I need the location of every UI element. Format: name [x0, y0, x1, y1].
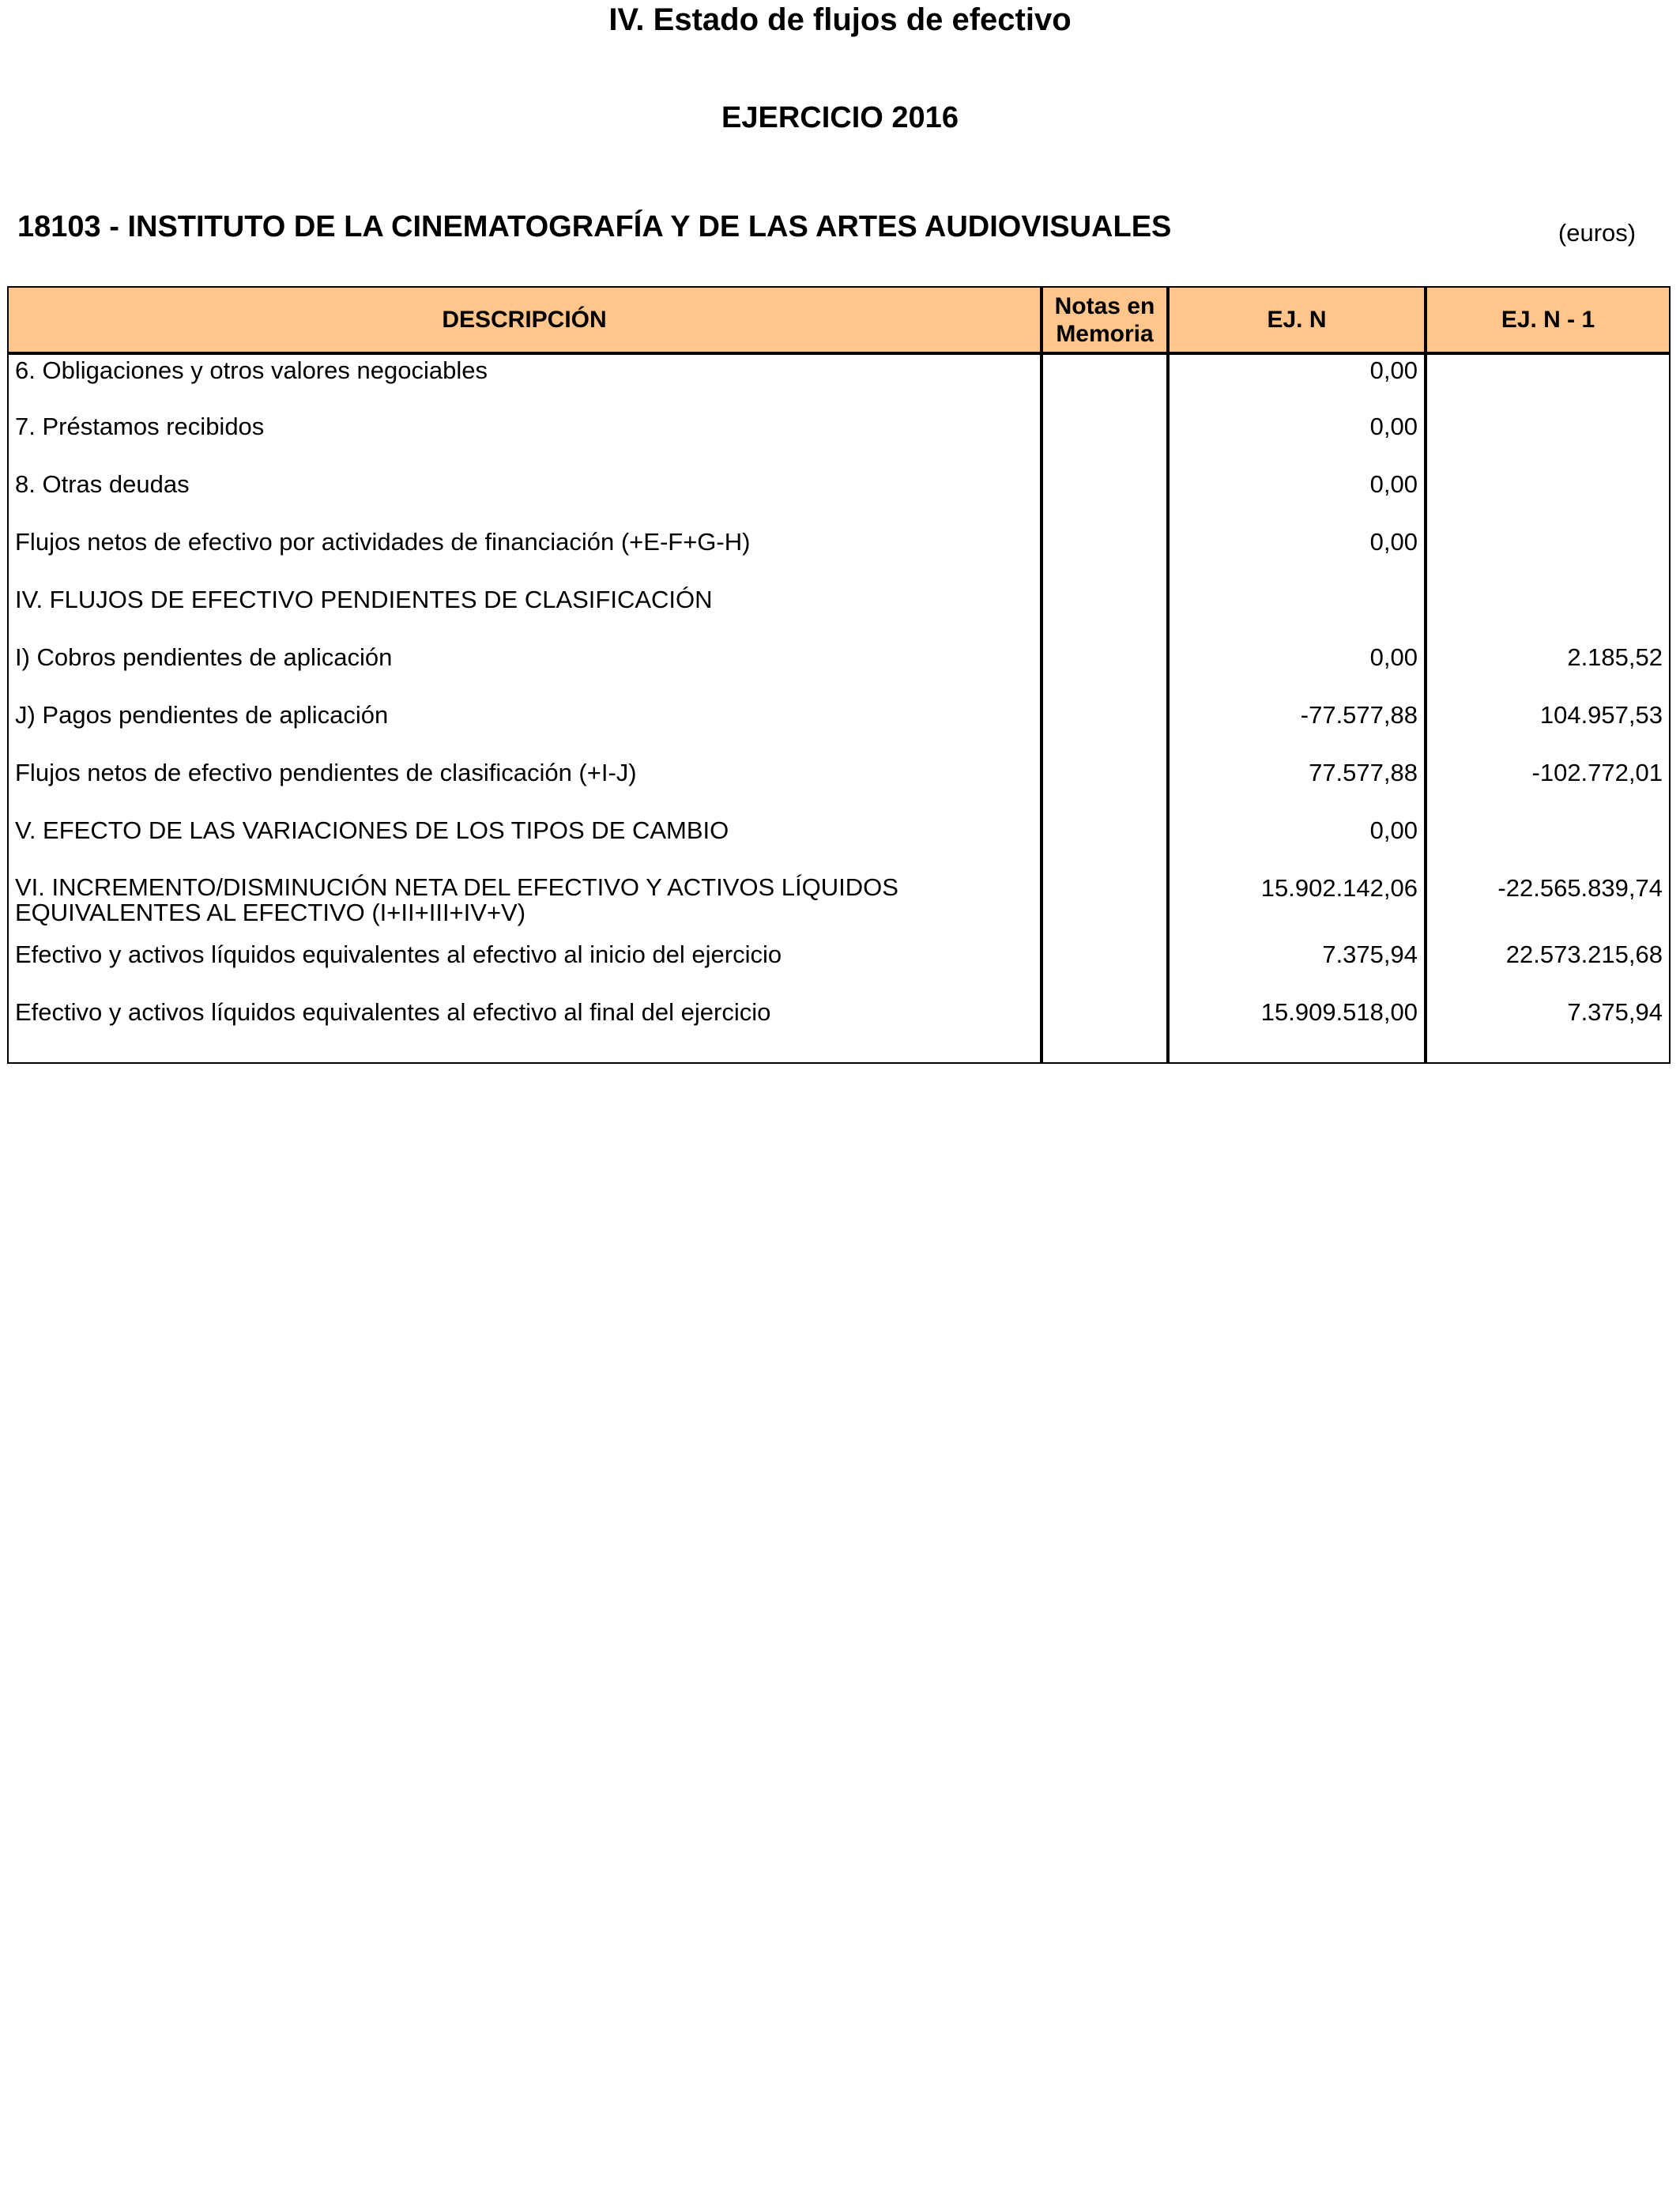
row-value-year-n: 15.902.142,06: [1168, 873, 1426, 939]
row-notes: [1042, 757, 1168, 815]
row-notes: [1042, 997, 1168, 1063]
table-row: [8, 939, 1670, 997]
table-row: [8, 411, 1670, 469]
row-description: 6. Obligaciones y otros valores negociables: [15, 356, 488, 384]
entity-heading: 18103 - INSTITUTO DE LA CINEMATOGRAFÍA Y DE LAS ARTES AUDIOVISUALES: [17, 210, 1172, 243]
row-value-year-n: 0,00: [1168, 642, 1426, 699]
row-value-year-n1: [1426, 526, 1670, 584]
row-value-year-n1: 7.375,94: [1426, 997, 1670, 1063]
table-row: [8, 469, 1670, 526]
row-value-year-n1: [1426, 411, 1670, 469]
row-value-year-n1: -102.772,01: [1426, 757, 1670, 815]
row-value-year-n1: -22.565.839,74: [1426, 873, 1670, 939]
table-row: [8, 997, 1670, 1063]
row-notes: [1042, 699, 1168, 757]
row-description: J) Pagos pendientes de aplicación: [15, 701, 389, 729]
row-description: Efectivo y activos líquidos equivalentes al efectivo al inicio del ejercicio: [15, 941, 782, 968]
row-description: Flujos netos de efectivo pendientes de clasificación (+I-J): [15, 759, 637, 786]
row-description: Flujos netos de efectivo por actividades de financiación (+E-F+G-H): [15, 528, 751, 556]
table-header-row: [8, 287, 1670, 353]
row-value-year-n1: 104.957,53: [1426, 699, 1670, 757]
row-description: 8. Otras deudas: [15, 470, 190, 498]
row-notes: [1042, 584, 1168, 642]
table-body: [8, 353, 1670, 1063]
row-value-year-n: 77.577,88: [1168, 757, 1426, 815]
row-value-year-n1: [1426, 353, 1670, 411]
row-notes: [1042, 526, 1168, 584]
row-value-year-n: -77.577,88: [1168, 699, 1426, 757]
row-notes: [1042, 411, 1168, 469]
table-row: [8, 873, 1670, 939]
table-row: [8, 353, 1670, 411]
row-value-year-n1: [1426, 469, 1670, 526]
fiscal-year-heading: EJERCICIO 2016: [721, 101, 959, 134]
table-row: [8, 757, 1670, 815]
table-row: [8, 526, 1670, 584]
row-value-year-n: 7.375,94: [1168, 939, 1426, 997]
column-header-description: DESCRIPCIÓN: [8, 287, 1042, 353]
row-value-year-n1: [1426, 584, 1670, 642]
row-value-year-n1: [1426, 815, 1670, 873]
row-value-year-n: 15.909.518,00: [1168, 997, 1426, 1063]
row-value-year-n1: 2.185,52: [1426, 642, 1670, 699]
row-notes: [1042, 642, 1168, 699]
column-header-year-n: EJ. N: [1168, 287, 1426, 353]
table-row: [8, 699, 1670, 757]
row-notes: [1042, 815, 1168, 873]
table-row: [8, 815, 1670, 873]
row-value-year-n1: 22.573.215,68: [1426, 939, 1670, 997]
row-value-year-n: 0,00: [1168, 411, 1426, 469]
row-notes: [1042, 939, 1168, 997]
row-description: Efectivo y activos líquidos equivalentes al efectivo al final del ejercicio: [15, 998, 771, 1026]
row-notes: [1042, 873, 1168, 939]
row-notes: [1042, 353, 1168, 411]
row-description: VI. INCREMENTO/DISMINUCIÓN NETA DEL EFECTIVO Y ACTIVOS LÍQUIDOS EQUIVALENTES AL EFECTIVO (I+II+III+IV+V): [15, 873, 898, 926]
row-description: IV. FLUJOS DE EFECTIVO PENDIENTES DE CLASIFICACIÓN: [15, 586, 713, 613]
page-title: IV. Estado de flujos de efectivo: [608, 2, 1072, 37]
row-value-year-n: 0,00: [1168, 469, 1426, 526]
table-row: [8, 584, 1670, 642]
row-notes: [1042, 469, 1168, 526]
column-header-year-n1: EJ. N - 1: [1426, 287, 1670, 353]
table-row: [8, 642, 1670, 699]
row-description: 7. Préstamos recibidos: [15, 413, 265, 440]
row-value-year-n: 0,00: [1168, 353, 1426, 411]
column-header-notes: Notas en Memoria: [1042, 287, 1168, 353]
row-description: I) Cobros pendientes de aplicación: [15, 643, 393, 671]
row-value-year-n: [1168, 584, 1426, 642]
cash-flow-table: [7, 286, 1671, 1064]
currency-units-label: (euros): [1558, 219, 1637, 247]
row-value-year-n: 0,00: [1168, 815, 1426, 873]
row-description: V. EFECTO DE LAS VARIACIONES DE LOS TIPOS DE CAMBIO: [15, 816, 729, 844]
row-value-year-n: 0,00: [1168, 526, 1426, 584]
